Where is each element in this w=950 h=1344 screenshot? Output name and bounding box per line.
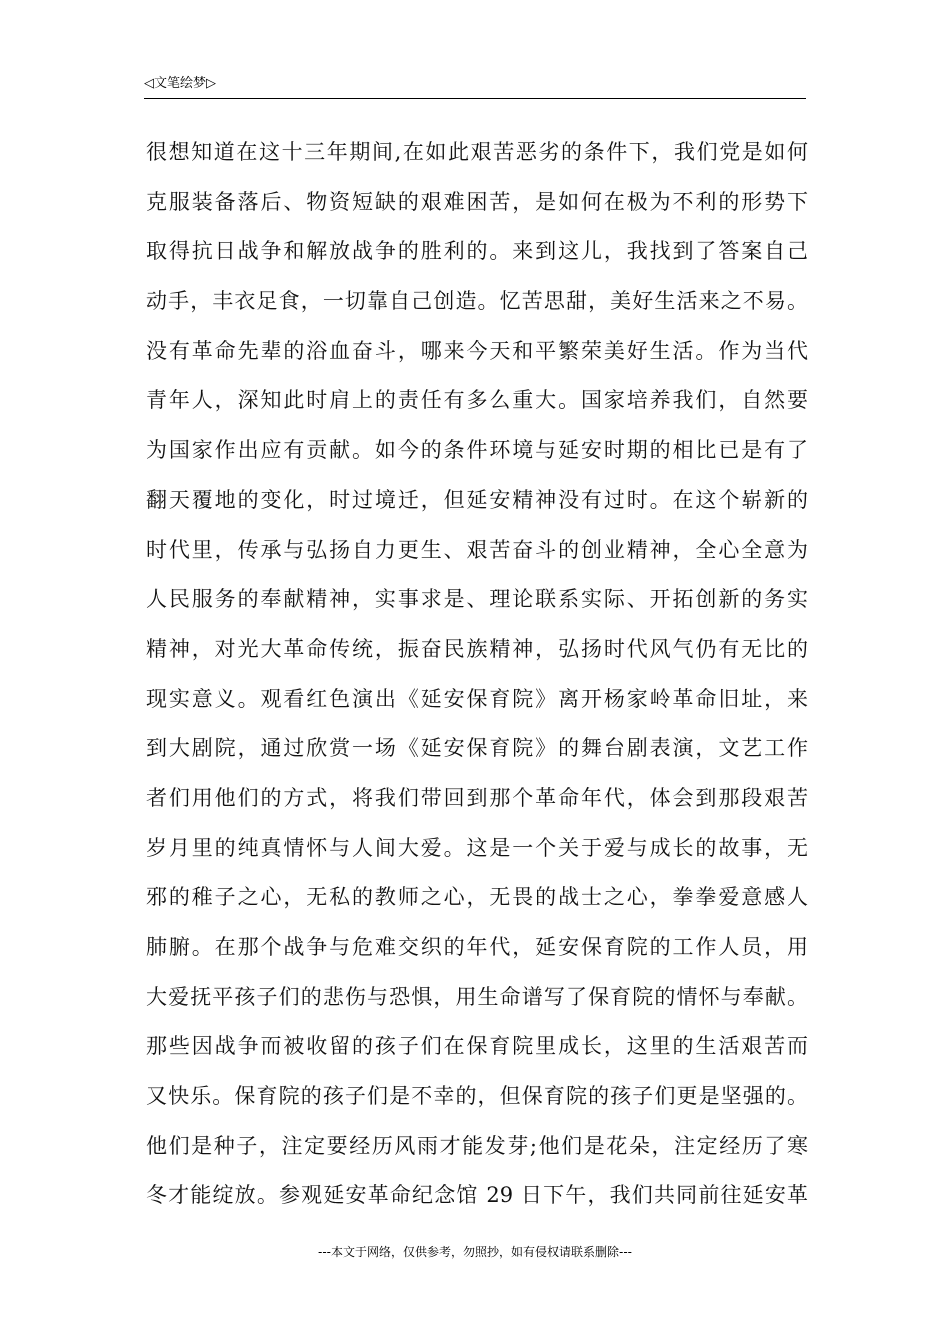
text-line: 动手，丰衣足食，一切靠自己创造。忆苦思甜，美好生活来之不易。	[146, 289, 808, 314]
text-line: 青年人，深知此时肩上的责任有多么重大。国家培养我们，自然要	[146, 388, 808, 413]
text-line: 时代里，传承与弘扬自力更生、艰苦奋斗的创业精神，全心全意为	[146, 537, 808, 562]
text-line: 没有革命先辈的浴血奋斗，哪来今天和平繁荣美好生活。作为当代	[146, 338, 808, 363]
page-header	[144, 74, 806, 99]
text-line: 冬才能绽放。参观延安革命纪念馆 29 日下午，我们共同前往延安革	[146, 1183, 808, 1208]
text-line: 人民服务的奉献精神，实事求是、理论联系实际、开拓创新的务实	[146, 587, 808, 612]
text-line: 为国家作出应有贡献。如今的条件环境与延安时期的相比已是有了	[146, 438, 808, 463]
text-line: 精神，对光大革命传统，振奋民族精神，弘扬时代风气仍有无比的	[146, 636, 808, 661]
text-line: 克服装备落后、物资短缺的艰难困苦，是如何在极为不利的形势下	[146, 189, 808, 214]
text-line: 翻天覆地的变化，时过境迁，但延安精神没有过时。在这个崭新的	[146, 487, 808, 512]
page-footer	[0, 1244, 950, 1260]
text-line: 者们用他们的方式，将我们带回到那个革命年代，体会到那段艰苦	[146, 785, 808, 810]
text-line: 到大剧院，通过欣赏一场《延安保育院》的舞台剧表演，文艺工作	[146, 736, 808, 761]
text-line: 取得抗日战争和解放战争的胜利的。来到这儿，我找到了答案自己	[146, 239, 808, 264]
text-line: 他们是种子，注定要经历风雨才能发芽;他们是花朵，注定经历了寒	[146, 1133, 808, 1158]
text-line: 大爱抚平孩子们的悲伤与恐惧，用生命谱写了保育院的情怀与奉献。	[146, 984, 808, 1009]
text-line: 那些因战争而被收留的孩子们在保育院里成长，这里的生活艰苦而	[146, 1034, 808, 1059]
footer-notice: ---本文于网络，仅供参考，勿照抄，如有侵权请联系删除---	[318, 1245, 632, 1259]
text-line: 很想知道在这十三年期间,在如此艰苦恶劣的条件下，我们党是如何	[146, 140, 808, 164]
text-line: 现实意义。观看红色演出《延安保育院》离开杨家岭革命旧址，来	[146, 686, 808, 711]
text-line: 邪的稚子之心，无私的教师之心，无畏的战士之心，拳拳爱意感人	[146, 885, 808, 910]
header-brand: ◁文笔绘梦▷	[144, 76, 216, 91]
text-line: 岁月里的纯真情怀与人间大爱。这是一个关于爱与成长的故事，无	[146, 835, 808, 860]
body-text	[146, 128, 808, 1221]
text-line: 肺腑。在那个战争与危难交织的年代，延安保育院的工作人员，用	[146, 935, 808, 959]
text-line: 又快乐。保育院的孩子们是不幸的，但保育院的孩子们更是坚强的。	[146, 1084, 808, 1109]
